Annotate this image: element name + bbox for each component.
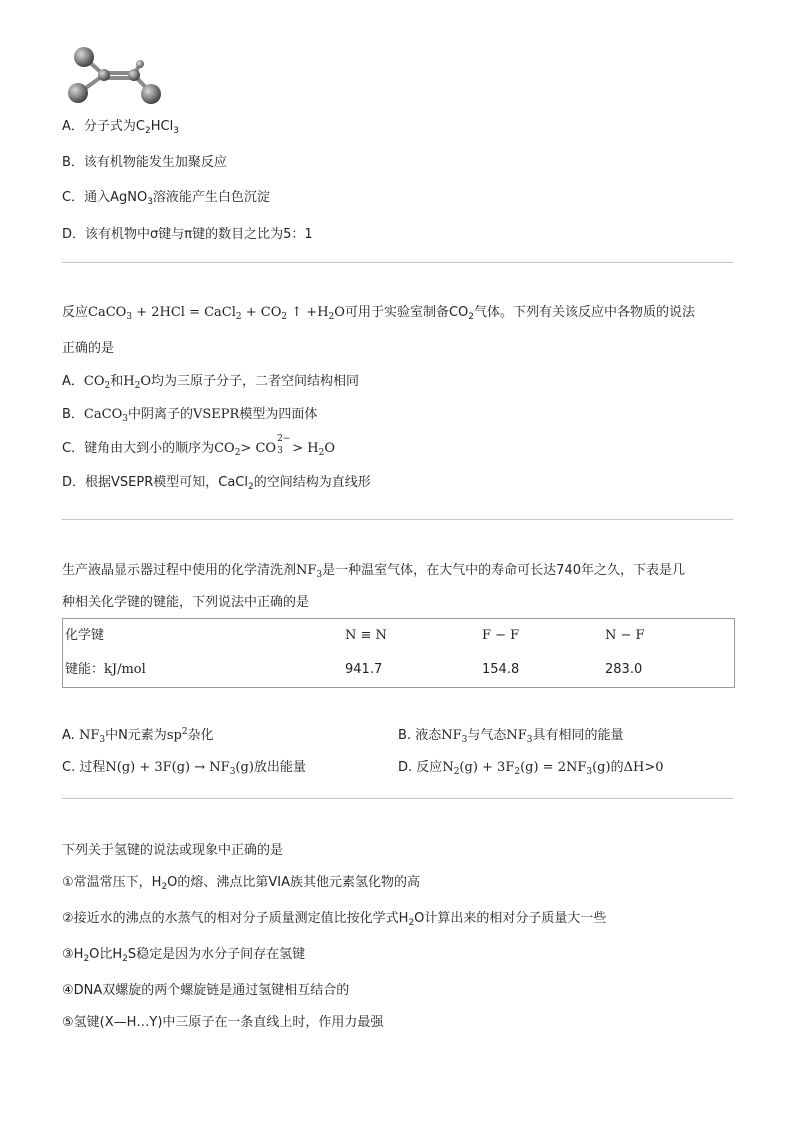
q4-item-1[interactable]: ①常温常压下，$H_2O$的熔、沸点比第VIA族其他元素氢化物的高: [62, 875, 421, 892]
q3-option-d[interactable]: D. 反应$N_2(g) + 3F_2(g) = 2NF_3(g)$的ΔH>0: [398, 760, 664, 777]
q3-option-b[interactable]: B. 液态$NF_3$与气态$NF_3$具有相同的能量: [398, 728, 624, 745]
reaction-equation: CaCO$_3$ + 2HCl = CaCl$_2$ + $CO_2$ ↑ $+H_2O$: [88, 305, 345, 322]
carbon-atom-icon: [98, 69, 110, 81]
q1-option-b[interactable]: B．该有机物能发生加聚反应: [62, 155, 227, 170]
q4-item-2[interactable]: ②接近水的沸点的水蒸气的相对分子质量测定值比按化学式$H_2O$计算出来的相对分子质量大一些: [62, 911, 607, 928]
q3-option-a[interactable]: A. $NF_3$中N元素为$sp^2$杂化: [62, 727, 214, 745]
q3-stem-line2: 种相关化学键的键能，下列说法中正确的是: [62, 595, 310, 610]
q3-stem: 生产液晶显示器过程中使用的化学清洗剂$NF_3$是一种温室气体，在大气中的寿命可长达740年之久，下表是几: [62, 563, 685, 580]
q2-option-b[interactable]: B．CaCO$_3$中阴离子的VSEPR模型为四面体: [62, 407, 318, 424]
table-cell-nn: 941.7: [345, 662, 383, 677]
chlorine-atom-icon: [68, 83, 88, 103]
table-header-bond: 化学键: [65, 628, 105, 643]
q2-option-c[interactable]: C．键角由大到小的顺序为$CO_2>$ CO 2− 3 > $H_2O$: [62, 434, 335, 458]
divider: [62, 519, 733, 520]
chlorine-atom-icon: [141, 84, 161, 104]
q2-stem-line2: 正确的是: [62, 341, 115, 356]
q4-item-5[interactable]: ⑤氢键(X—H…Y)中三原子在一条直线上时，作用力最强: [62, 1015, 384, 1030]
table-header-ff: F − F: [482, 628, 520, 643]
q4-item-4[interactable]: ④DNA双螺旋的两个螺旋链是通过氢键相互结合的: [62, 983, 350, 998]
q1-option-a[interactable]: A．分子式为$C_2HCl_3$: [62, 119, 179, 136]
q4-item-3[interactable]: $③H_2O$比$H_2S$稳定是因为水分子间存在氢键: [62, 947, 306, 964]
hydrogen-atom-icon: [136, 60, 144, 68]
chlorine-atom-icon: [74, 47, 94, 67]
divider: [62, 262, 733, 263]
bond-energy-table: [62, 618, 735, 688]
table-cell-nf: 283.0: [605, 662, 643, 677]
q4-stem: 下列关于氢键的说法或现象中正确的是: [62, 843, 284, 858]
q3-option-c[interactable]: C. 过程$N(g) + 3F(g) \to NF_3(g)$放出能量: [62, 760, 306, 777]
table-row-label: 键能：kJ/mol: [65, 662, 146, 677]
q2-stem: 反应CaCO$_3$ + 2HCl = CaCl$_2$ + $CO_2$ ↑ $+H_2O$可用于实验室制备$CO_2$气体。下列有关该反应中各物质的说法: [62, 305, 695, 322]
q1-option-c[interactable]: C．通入AgNO$_3$溶液能产生白色沉淀: [62, 190, 270, 207]
table-cell-ff: 154.8: [482, 662, 520, 677]
table-header-nn: N ≡ N: [345, 628, 387, 643]
q2-option-a[interactable]: A．$CO_2$和$H_2O$均为三原子分子，二者空间结构相同: [62, 374, 360, 391]
molecule-image: [64, 42, 164, 108]
carbon-atom-icon: [128, 69, 140, 81]
divider: [62, 798, 733, 799]
q1-option-d[interactable]: D．该有机物中σ键与π键的数目之比为5：1: [62, 227, 313, 242]
q2-option-d[interactable]: D．根据VSEPR模型可知，CaCl$_2$的空间结构为直线形: [62, 475, 371, 492]
table-header-nf: N − F: [605, 628, 645, 643]
